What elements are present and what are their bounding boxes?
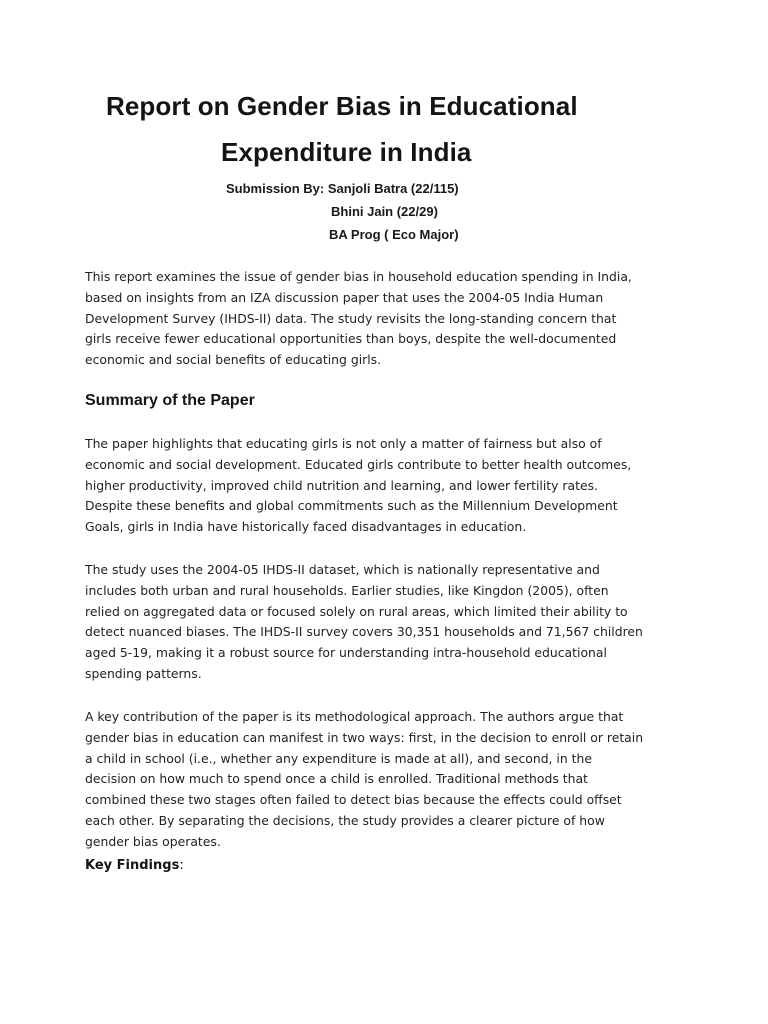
summary-paragraph-1: The paper highlights that educating girls is not only a matter of fairness but also of economic and social development. Educated girls contribute to better health outcomes, higher productivity, improved child nutrition and learning, and lower fertility rates. Despite these benefits and global commitments such as the Millennium Development Goals, girls in India have historically faced disadvantages in education. — [85, 436, 632, 535]
document-title-line-1: Report on Gender Bias in Educational — [106, 91, 578, 121]
submission-line-2: Bhini Jain (22/29) — [331, 204, 438, 219]
document-title-line-2: Expenditure in India — [221, 137, 472, 167]
submission-line-1: Submission By: Sanjoli Batra (22/115) — [226, 181, 459, 196]
key-findings-label: Key Findings — [85, 858, 180, 873]
key-findings-colon: : — [179, 858, 184, 873]
summary-heading: Summary of the Paper — [85, 392, 255, 409]
intro-paragraph: This report examines the issue of gender bias in household education spending in India, based on insights from an IZA discussion paper that uses the 2004-05 India Human Development Survey (IHDS-II) data. The study revisits the long-standing concern that girls receive fewer educational opportunities than boys, despite the well-documented economic and social benefits of educating girls. — [85, 269, 632, 368]
summary-paragraph-2: The study uses the 2004-05 IHDS-II dataset, which is nationally representative and includes both urban and rural households. Earlier studies, like Kingdon (2005), often relied on aggregated data or focused solely on rural areas, which limited their ability to detect nuanced biases. The IHDS-II survey covers 30,351 households and 71,567 children aged 5-19, making it a robust source for understanding intra-household educational spending patterns. — [85, 562, 643, 681]
submission-line-3: BA Prog ( Eco Major) — [329, 227, 459, 242]
key-findings-heading — [85, 856, 184, 876]
summary-paragraph-3: A key contribution of the paper is its methodological approach. The authors argue that gender bias in education can manifest in two ways: first, in the decision to enroll or retain a child in school (i.e., whether any expenditure is made at all), and second, in the decision on how much to spend once a child is enrolled. Traditional methods that combined these two stages often failed to detect bias because the effects could offset each other. By separating the decisions, the study provides a clearer picture of how gender bias operates. — [85, 709, 644, 849]
